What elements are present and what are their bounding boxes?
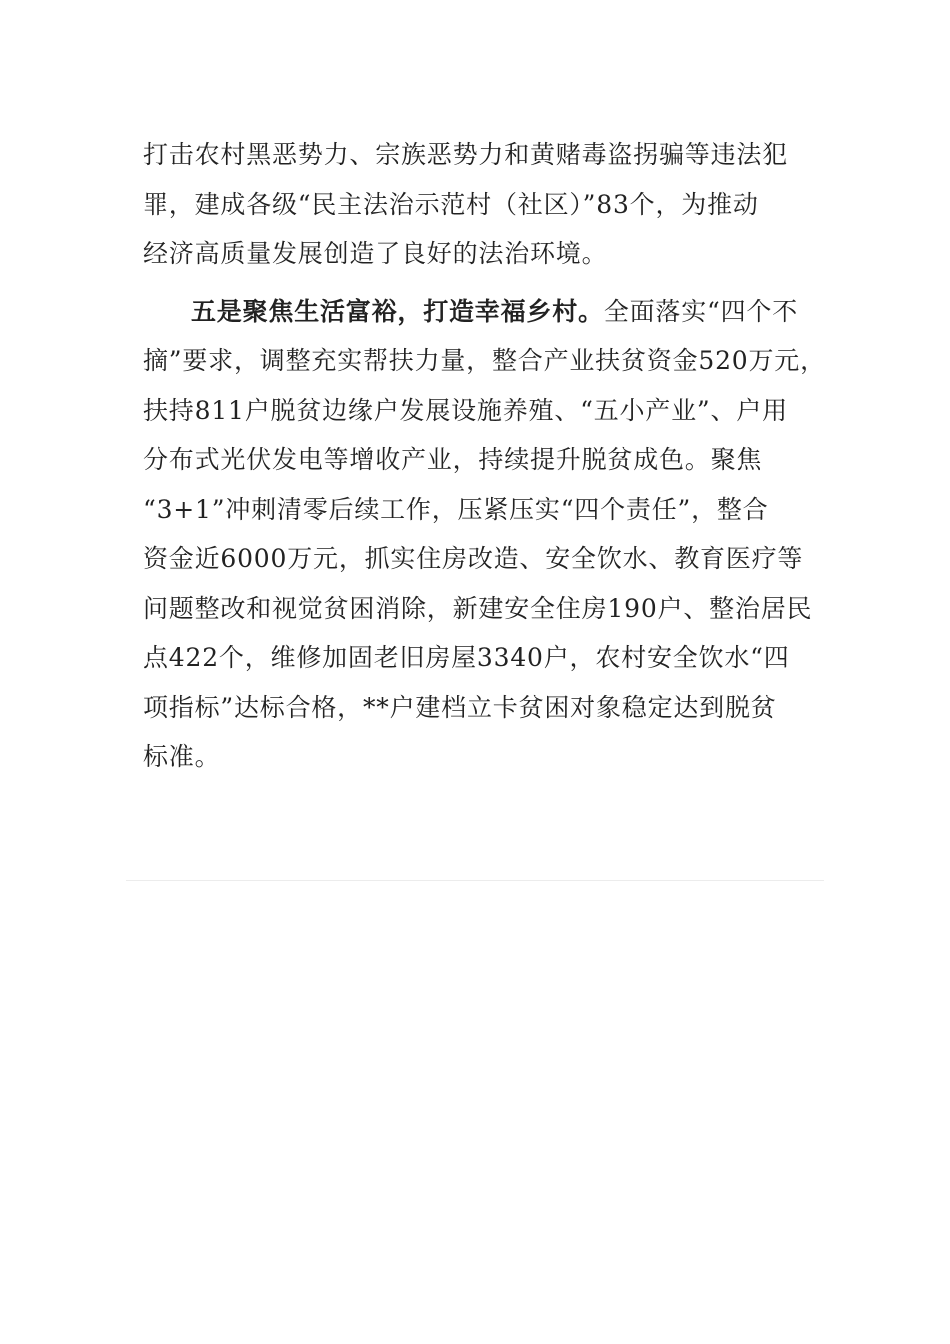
body-text [143,130,826,782]
paragraph-line: 问题整改和视觉贫困消除，新建安全住房190户、整治居民 [143,593,813,623]
paragraph-gap [143,279,823,287]
paragraph-line: 标准。 [143,742,221,771]
paragraph-line: 点422个，维修加固老旧房屋3340户，农村安全饮水“四 [143,643,790,672]
paragraph-1 [143,130,823,279]
paragraph-line: “3+1”冲刺清零后续工作，压紧压实“四个责任”，整合 [143,494,769,524]
paragraph-first-line [143,287,823,337]
paragraph-line: 经济高质量发展创造了良好的法治环境。 [143,239,608,268]
paragraph-line: 资金近6000万元，抓实住房改造、安全饮水、教育医疗等 [143,544,804,573]
paragraph-line: 摘”要求，调整充实帮扶力量，整合产业扶贫资金520万元， [143,346,826,375]
page-divider [126,880,824,881]
paragraph-2 [143,287,826,782]
paragraph-line: 分布式光伏发电等增收产业，持续提升脱贫成色。聚焦 [143,445,763,474]
paragraph-line: 打击农村黑恶势力、宗族恶势力和黄赌毒盗拐骗等违法犯 [143,140,789,169]
paragraph-line: 罪，建成各级“民主法治示范村（社区）”83个，为推动 [143,189,759,219]
paragraph-line: 扶持811户脱贫边缘户发展设施养殖、“五小产业”、户用 [143,395,788,425]
section-heading: 五是聚焦生活富裕，打造幸福乡村。 [191,296,604,326]
paragraph-line: 项指标”达标合格，**户建档立卡贫困对象稳定达到脱贫 [143,692,777,722]
paragraph-line-rest: 全面落实“四个不 [603,296,798,326]
